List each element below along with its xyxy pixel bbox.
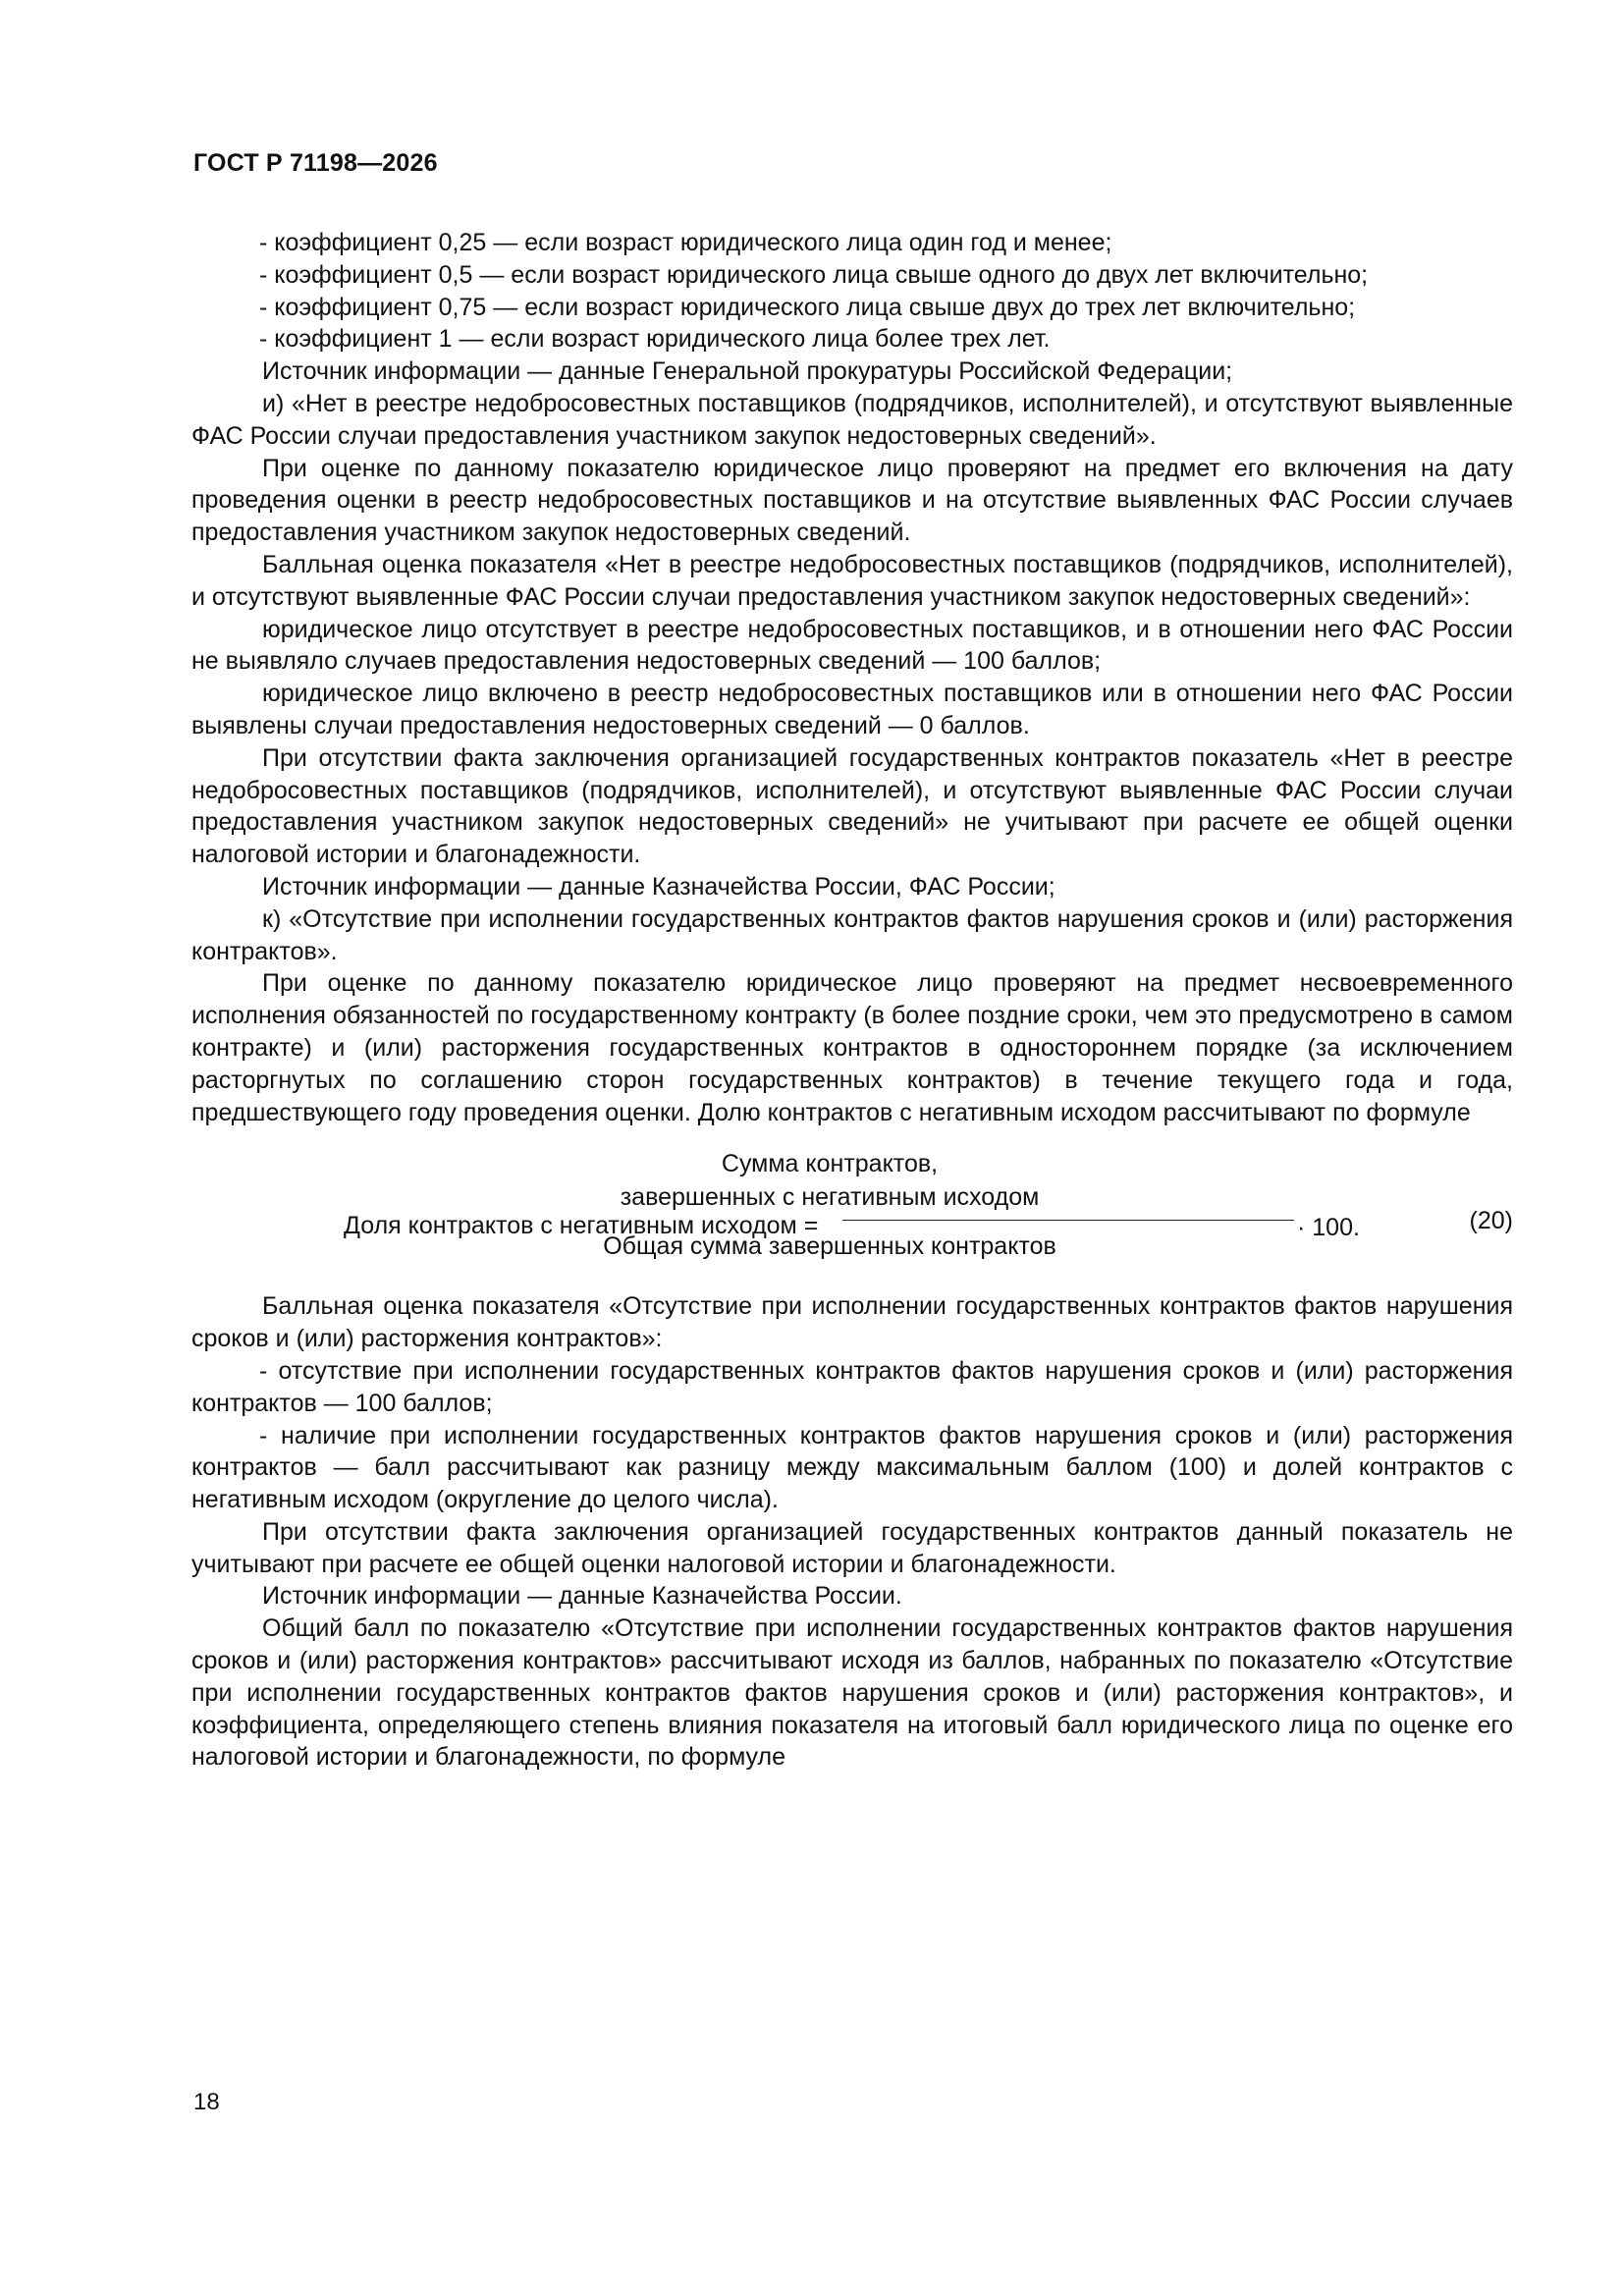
paragraph: и) «Нет в реестре недобросовестных поставщиков (подрядчиков, исполнителей), и отсутствуют выявленные ФАС России случаи предоставления участником закупок недостоверных сведений». <box>191 389 1513 450</box>
paragraph: При оценке по данному показателю юридическое лицо проверяют на предмет несвоевременного исполнения обязанностей по государственному контракту (в более поздние сроки, чем это предусмотрено в самом контракте) и (или) расторжения государственных контрактов в одностороннем порядке (за исключением расторгнутых по соглашению сторон государственных контрактов) в течение текущего года и года, предшествующего году проведения оценки. Долю контрактов с негативным исходом рассчитывают по формуле <box>191 969 1513 1126</box>
paragraph: Источник информации — данные Генеральной прокуратуры Российской Федерации; <box>262 357 1233 386</box>
list-item: - наличие при исполнении государственных контрактов фактов нарушения сроков и (или) расторжения контрактов — балл рассчитывают как разницу между максимальным баллом (100) и долей контрактов с негативным исходом (округление до целого числа). <box>191 1420 1513 1516</box>
paragraph: юридическое лицо включено в реестр недобросовестных поставщиков или в отношении него ФАС России выявлены случаи предоставления недостоверных сведений — 0 баллов. <box>191 680 1513 739</box>
formula-left-side: Доля контрактов с негативным исходом = <box>344 1212 819 1240</box>
list-item: - коэффициент 0,75 — если возраст юридического лица свыше двух до трех лет включительно; <box>191 292 1513 324</box>
paragraph: Балльная оценка показателя «Отсутствие при исполнении государственных контрактов фактов нарушения сроков и (или) расторжения контрактов»: <box>191 1292 1513 1353</box>
list-item: - коэффициент 0,25 — если возраст юридического лица один год и менее; <box>191 227 1513 259</box>
page-number: 18 <box>193 2089 220 2115</box>
list-item: - коэффициент 0,5 — если возраст юридического лица свыше одного до двух лет включительно; <box>191 259 1513 292</box>
paragraph: Общий балл по показателю «Отсутствие при исполнении государственных контрактов фактов нарушения сроков и (или) расторжения контрактов» рассчитывают исходя из баллов, набранных по показателю «Отсутствие при исполнении государственных контрактов фактов нарушения сроков и (или) расторжения контрактов», и коэффициента, определяющего степень влияния показателя на итоговый балл юридического лица по оценке его налоговой истории и благонадежности, по формуле <box>191 1614 1513 1772</box>
document-body <box>191 227 1513 1774</box>
running-header: ГОСТ Р 71198—2026 <box>193 149 438 177</box>
paragraph: При отсутствии факта заключения организацией государственных контрактов данный показатель не учитывают при расчете ее общей оценки налоговой истории и благонадежности. <box>191 1517 1513 1578</box>
formula-numerator-line1: Сумма контрактов, <box>721 1150 939 1178</box>
text-section-before-formula <box>191 227 1513 1128</box>
paragraph: При оценке по данному показателю юридическое лицо проверяют на предмет его включения на дату проведения оценки в реестр недобросовестных поставщиков и на отсутствие выявленных ФАС России случаев предоставления участником закупок недостоверных сведений. <box>191 454 1513 547</box>
text-section-after-formula <box>191 1290 1513 1774</box>
list-item: - коэффициент 1 — если возраст юридического лица более трех лет. <box>191 323 1513 355</box>
formula-denominator: Общая сумма завершенных контрактов <box>603 1232 1056 1261</box>
formula-numerator-line2: завершенных с негативным исходом <box>620 1183 1040 1212</box>
paragraph: Источник информации — данные Казначейства России, ФАС России; <box>262 872 1055 901</box>
paragraph: юридическое лицо отсутствует в реестре недобросовестных поставщиков, и в отношении него ФАС России не выявляло случаев предоставления недостоверных сведений — 100 баллов; <box>191 615 1513 676</box>
formula-multiplier: · 100. <box>1297 1214 1360 1242</box>
formula-number: (20) <box>1469 1207 1513 1235</box>
paragraph: Источник информации — данные Казначейства России. <box>262 1582 902 1611</box>
paragraph: к) «Отсутствие при исполнении государственных контрактов фактов нарушения сроков и (или) расторжения контрактов». <box>191 904 1513 965</box>
list-item: - отсутствие при исполнении государственных контрактов фактов нарушения сроков и (или) расторжения контрактов — 100 баллов; <box>191 1355 1513 1420</box>
formula-20 <box>191 1128 1513 1290</box>
paragraph: Балльная оценка показателя «Нет в реестре недобросовестных поставщиков (подрядчиков, исполнителей), и отсутствуют выявленные ФАС России случаи предоставления участником закупок недостоверных сведений»: <box>191 550 1513 611</box>
paragraph: При отсутствии факта заключения организацией государственных контрактов показатель «Нет в реестре недобросовестных поставщиков (подрядчиков, исполнителей), и отсутствуют выявленные ФАС России случаи предоставления участником закупок недостоверных сведений» не учитывают при расчете ее общей оценки налоговой истории и благонадежности. <box>191 743 1513 869</box>
fraction-bar <box>842 1220 1294 1221</box>
